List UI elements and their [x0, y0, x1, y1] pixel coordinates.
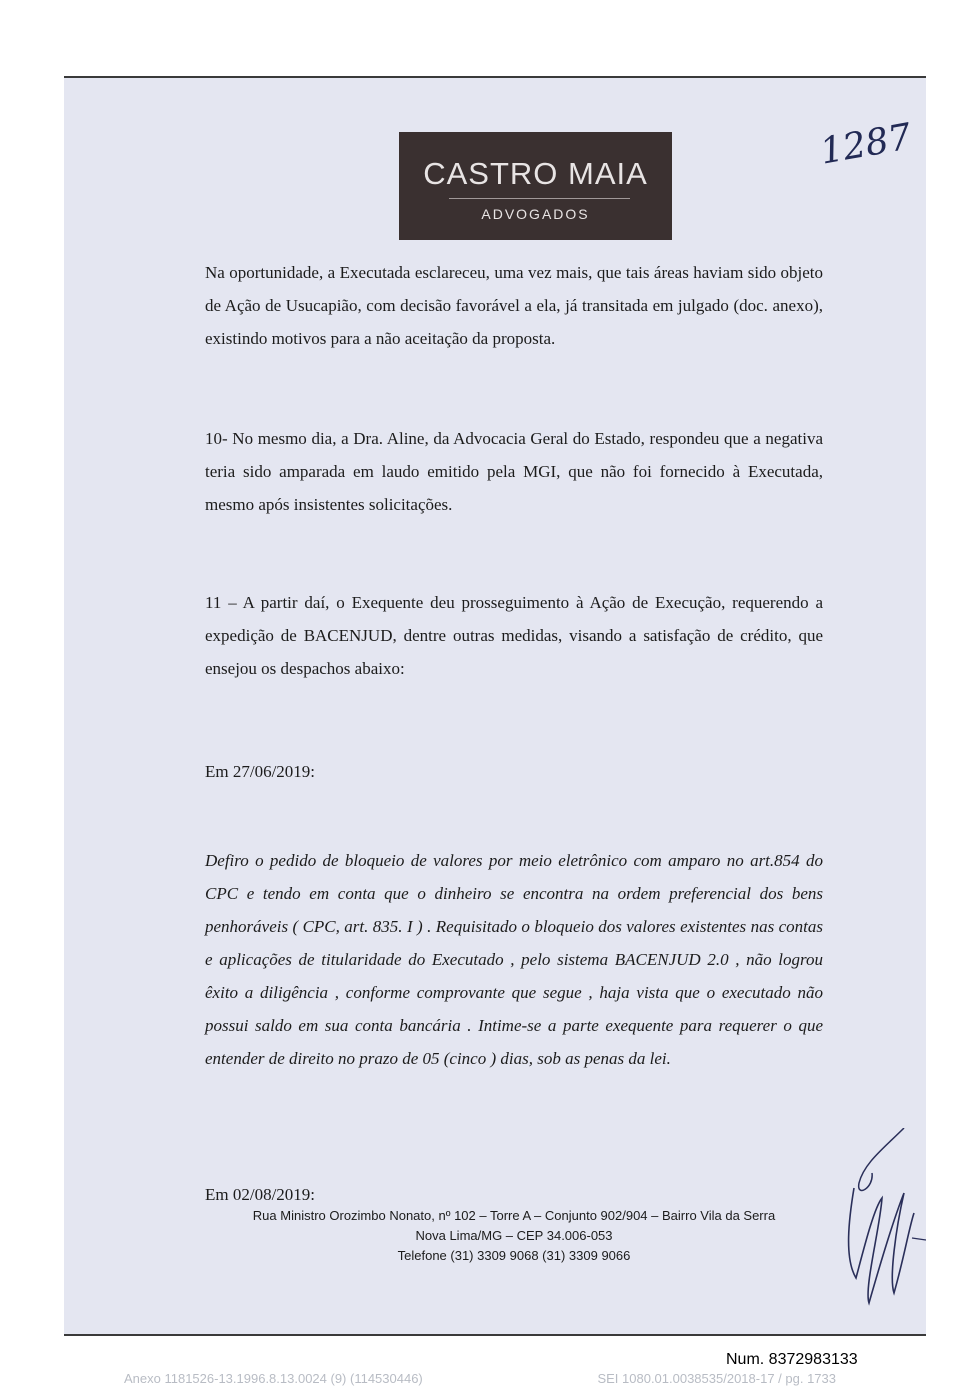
footer-city: Nova Lima/MG – CEP 34.006-053 [415, 1228, 613, 1243]
date-heading-1: Em 27/06/2019: [205, 762, 316, 781]
document-number: Num. 8372983133 [726, 1351, 858, 1368]
logo-firm-name: CASTRO MAIA [423, 156, 648, 191]
scanned-page [64, 76, 926, 1336]
logo-subtitle: ADVOGADOS [481, 206, 590, 222]
paragraph-10: 10- No mesmo dia, a Dra. Aline, da Advocacia Geral do Estado, respondeu que a negativa teria sido amparada em laudo emitido pela MGI, que não foi fornecido à Executada, mesmo após insistentes solicitações. [205, 429, 823, 514]
footer-address: Rua Ministro Orozimbo Nonato, nº 102 – Torre A – Conjunto 902/904 – Bairro Vila da Serra [252, 1208, 776, 1223]
sei-reference: SEI 1080.01.0038535/2018-17 / pg. 1733 [597, 1371, 836, 1386]
letterhead-footer [184, 1206, 844, 1266]
firm-logo [399, 132, 672, 240]
logo-rule [449, 198, 630, 199]
quoted-decision: Defiro o pedido de bloqueio de valores por meio eletrônico com amparo no art.854 do CPC e tendo em conta que o dinheiro se encontra na ordem preferencial dos bens penhoráveis ( CPC, art. 835. I ) . Requisitado o bloqueio dos valores existentes nas contas e aplicações de titularidade do Executado , pelo sistema BACENJUD 2.0 , não logrou êxito a diligência , conforme comprovante que segue , haja vista que o executado não possui saldo em sua conta bancária . Intime-se a parte exequente para requerer o que entender de direito no prazo de 05 (cinco ) dias, sob as penas da lei. [205, 851, 823, 1068]
paragraph-1: Na oportunidade, a Executada esclareceu, uma vez mais, que tais áreas haviam sido objeto de Ação de Usucapião, com decisão favorável a ela, já transitada em julgado (doc. anexo), existindo motivos para a não aceitação da proposta. [205, 263, 823, 348]
footer-phone: Telefone (31) 3309 9068 (31) 3309 9066 [397, 1248, 631, 1263]
date-heading-2: Em 02/08/2019: [205, 1185, 316, 1204]
annex-reference: Anexo 1181526-13.1996.8.13.0024 (9) (114530446) [124, 1371, 423, 1386]
folio-number: 1287 [817, 116, 915, 173]
annex-stamp [124, 1371, 836, 1386]
handwritten-signature [834, 1128, 926, 1308]
paragraph-11: 11 – A partir daí, o Exequente deu prosseguimento à Ação de Execução, requerendo a expedição de BACENJUD, dentre outras medidas, visando a satisfação de crédito, que ensejou os despachos abaixo: [205, 593, 823, 678]
